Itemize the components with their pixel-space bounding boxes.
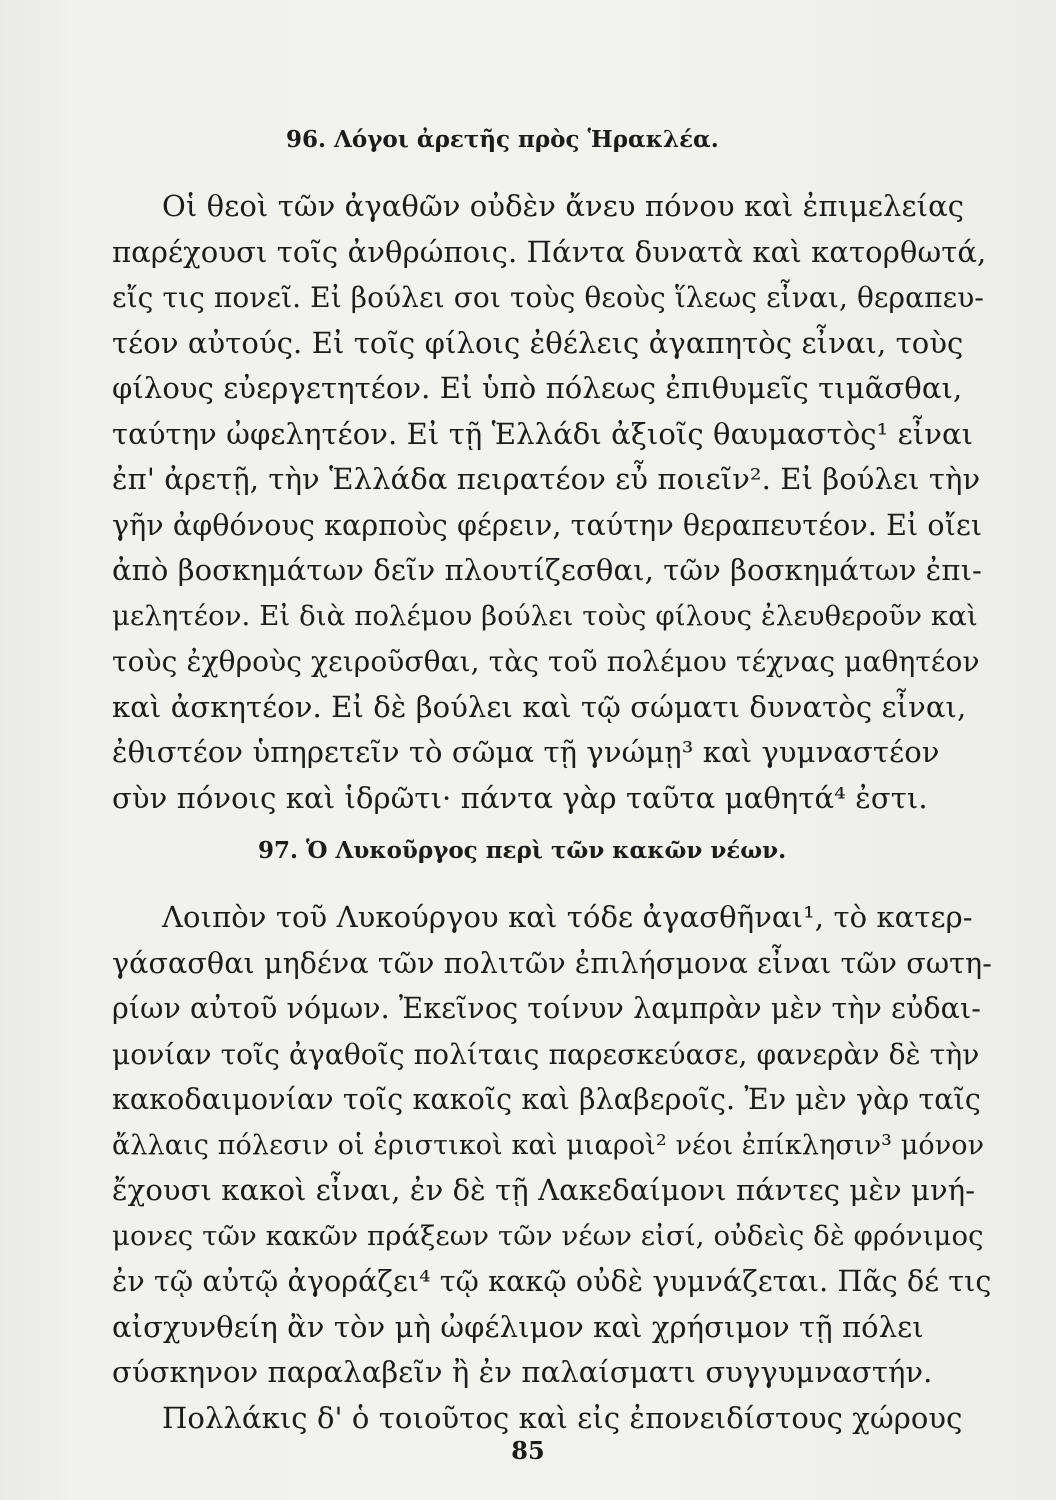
- page-number: 85: [511, 1436, 545, 1465]
- paragraph-line: αἰσχυνθείη ἂν τὸν μὴ ὠφέλιμον καὶ χρήσιμον τῇ πόλει: [112, 1309, 924, 1344]
- paragraph-line: παρέχουσι τοῖς ἀνθρώποις. Πάντα δυνατὰ καὶ κατορθωτά,: [112, 234, 987, 269]
- paragraph-line: ἄλλαις πόλεσιν οἱ ἐριστικοὶ καὶ μιαροὶ² νέοι ἐπίκλησιν³ μόνον: [112, 1129, 985, 1161]
- paragraph-line: μονες τῶν κακῶν πράξεων τῶν νέων εἰσί, οὐδεὶς δὲ φρόνιμος: [112, 1219, 984, 1252]
- paragraph-line: τέον αὐτούς. Εἰ τοῖς φίλοις ἐθέλεις ἀγαπητὸς εἶναι, τοὺς: [112, 325, 964, 360]
- paragraph-line: ἀπὸ βοσκημάτων δεῖν πλουτίζεσθαι, τῶν βοσκημάτων ἐπι-: [112, 553, 982, 587]
- paragraph-line: εἴς τις πονεῖ. Εἰ βούλει σοι τοὺς θεοὺς ἵλεως εἶναι, θεραπευ-: [112, 281, 984, 314]
- paragraph-line: ἔχουσι κακοὶ εἶναι, ἐν δὲ τῇ Λακεδαίμονι πάντες μὲν μνή-: [112, 1173, 976, 1207]
- paragraph-line: ἐπ' ἀρετῇ, τὴν Ἑλλάδα πειρατέον εὖ ποιεῖν². Εἰ βούλει τὴν: [112, 462, 981, 496]
- paragraph-line: σύσκηνον παραλαβεῖν ἢ ἐν παλαίσματι συγγυμναστήν.: [112, 1355, 933, 1389]
- paragraph-line: σὺν πόνοις καὶ ἱδρῶτι· πάντα γὰρ ταῦτα μαθητά⁴ ἐστι.: [112, 780, 928, 815]
- paragraph-line: ἐθιστέον ὑπηρετεῖν τὸ σῶμα τῇ γνώμῃ³ καὶ γυμναστέον: [112, 735, 940, 769]
- paragraph-line: κακοδαιμονίαν τοῖς κακοῖς καὶ βλαβεροῖς. Ἐν μὲν γὰρ ταῖς: [112, 1083, 981, 1116]
- paragraph-line: μονίαν τοῖς ἀγαθοῖς πολίταις παρεσκεύασε, φανερὰν δὲ τὴν: [112, 1037, 980, 1071]
- paragraph-line: μελητέον. Εἰ διὰ πολέμου βούλει τοὺς φίλους ἐλευθεροῦν καὶ: [112, 599, 978, 632]
- paragraph-line: γῆν ἀφθόνους καρποὺς φέρειν, ταύτην θεραπευτέον. Εἰ οἴει: [112, 508, 983, 542]
- paragraph-line: ἐν τῷ αὐτῷ ἀγοράζει⁴ τῷ κακῷ οὐδὲ γυμνάζεται. Πᾶς δέ τις: [112, 1265, 992, 1298]
- section-96-paragraph: [112, 184, 992, 821]
- section-96-heading: 96. Λόγοι ἀρετῆς πρὸς Ἡρακλέα.: [286, 126, 719, 153]
- paragraph-line: ρίων αὐτοῦ νόμων. Ἐκεῖνος τοίνυν λαμπρὰν μὲν τὴν εὐδαι-: [112, 992, 982, 1025]
- paragraph-line: φίλους εὐεργετητέον. Εἰ ὑπὸ πόλεως ἐπιθυμεῖς τιμᾶσθαι,: [112, 371, 963, 405]
- paragraph-line: τοὺς ἐχθροὺς χειροῦσθαι, τὰς τοῦ πολέμου τέχνας μαθητέον: [112, 645, 980, 678]
- paragraph-line: καὶ ἀσκητέον. Εἰ δὲ βούλει καὶ τῷ σώματι δυνατὸς εἶναι,: [112, 689, 967, 724]
- paragraph-line: Οἱ θεοὶ τῶν ἀγαθῶν οὐδὲν ἄνευ πόνου καὶ ἐπιμελείας: [162, 189, 965, 223]
- paragraph-line: ταύτην ὠφελητέον. Εἰ τῇ Ἑλλάδι ἀξιοῖς θαυμαστὸς¹ εἶναι: [112, 416, 974, 451]
- section-97-paragraph: [112, 895, 992, 1441]
- paragraph-line: Λοιπὸν τοῦ Λυκούργου καὶ τόδε ἀγασθῆναι¹, τὸ κατερ-: [162, 900, 973, 934]
- paragraph-line: Πολλάκις δ' ὁ τοιοῦτος καὶ εἰς ἐπονειδίστους χώρους: [162, 1400, 963, 1435]
- page-text: [112, 120, 992, 1441]
- paragraph-line: γάσασθαι μηδένα τῶν πολιτῶν ἐπιλήσμονα εἶναι τῶν σωτη-: [112, 946, 992, 980]
- section-97-heading: 97. Ὁ Λυκοῦργος περὶ τῶν κακῶν νέων.: [258, 837, 787, 864]
